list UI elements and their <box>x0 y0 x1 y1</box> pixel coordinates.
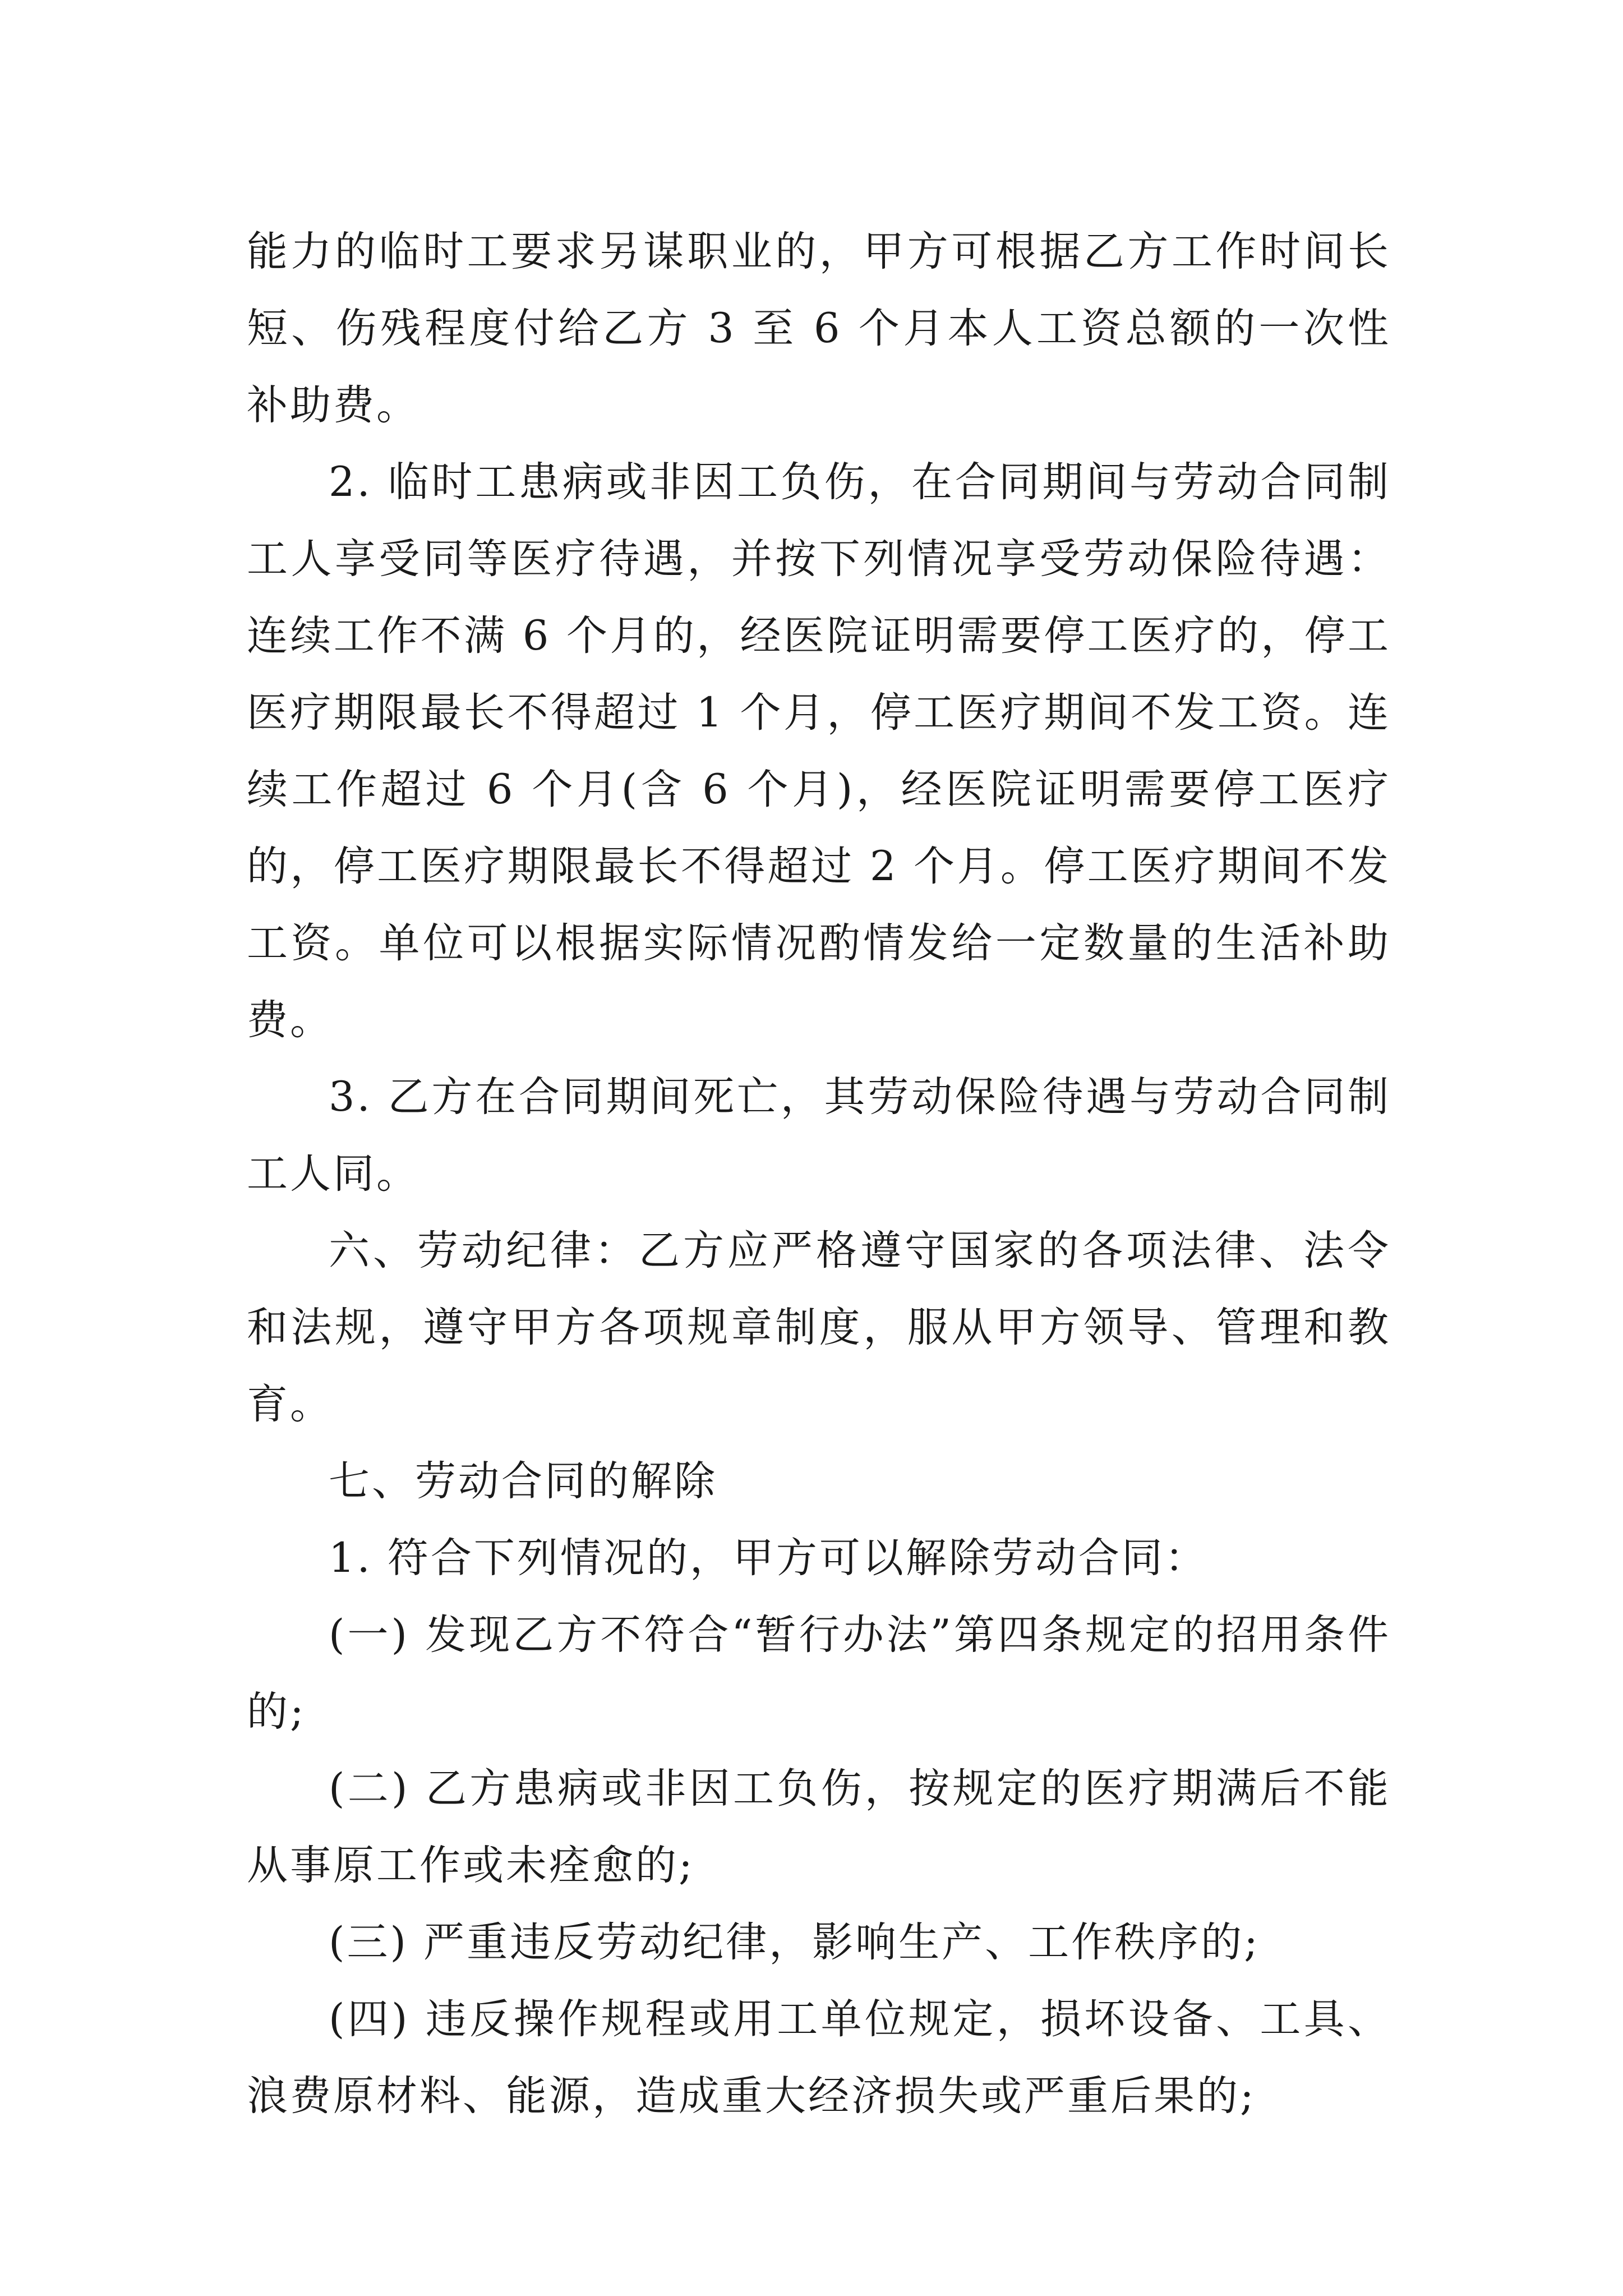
list-item-2: (二) 乙方患病或非因工负伤，按规定的医疗期满后不能从事原工作或未痊愈的; <box>247 1765 1391 1889</box>
list-item-3: (三) 严重违反劳动纪律，影响生产、工作秩序的; <box>329 1918 1260 1966</box>
list-item-4: (四) 违反操作规程或用工单位规定，损坏设备、工具、浪费原材料、能源，造成重大经济损失或严重后果的; <box>247 1995 1391 2120</box>
list-item-1: (一) 发现乙方不符合“暂行办法”第四条规定的招用条件的; <box>247 1611 1391 1736</box>
paragraph-clause-2: 2. 临时工患病或非因工负伤，在合同期间与劳动合同制工人享受同等医疗待遇，并按下列情况享受劳动保险待遇：连续工作不满 6 个月的，经医院证明需要停工医疗的，停工医疗期限最长不得超过 1 个月，停工医疗期间不发工资。连续工作超过 6 个月(含 6 个月)，经医院证明需要停工医疗的，停工医疗期限最长不得超过 2 个月。停工医疗期间不发工资。单位可以根据实际情况酌情发给一定数量的生活补助费。 <box>247 458 1391 1044</box>
section-heading-7: 七、劳动合同的解除 <box>329 1457 717 1505</box>
paragraph-continuation: 能力的临时工要求另谋职业的，甲方可根据乙方工作时间长短、伤残程度付给乙方 3 至 6 个月本人工资总额的一次性补助费。 <box>247 228 1391 429</box>
paragraph-clause-3: 3. 乙方在合同期间死亡，其劳动保险待遇与劳动合同制工人同。 <box>247 1073 1391 1198</box>
paragraph-section-6: 六、劳动纪律：乙方应严格遵守国家的各项法律、法令和法规，遵守甲方各项规章制度，服从甲方领导、管理和教育。 <box>247 1227 1391 1428</box>
document-body <box>247 213 1391 2134</box>
paragraph-clause-7-1: 1. 符合下列情况的，甲方可以解除劳动合同： <box>329 1534 1208 1582</box>
